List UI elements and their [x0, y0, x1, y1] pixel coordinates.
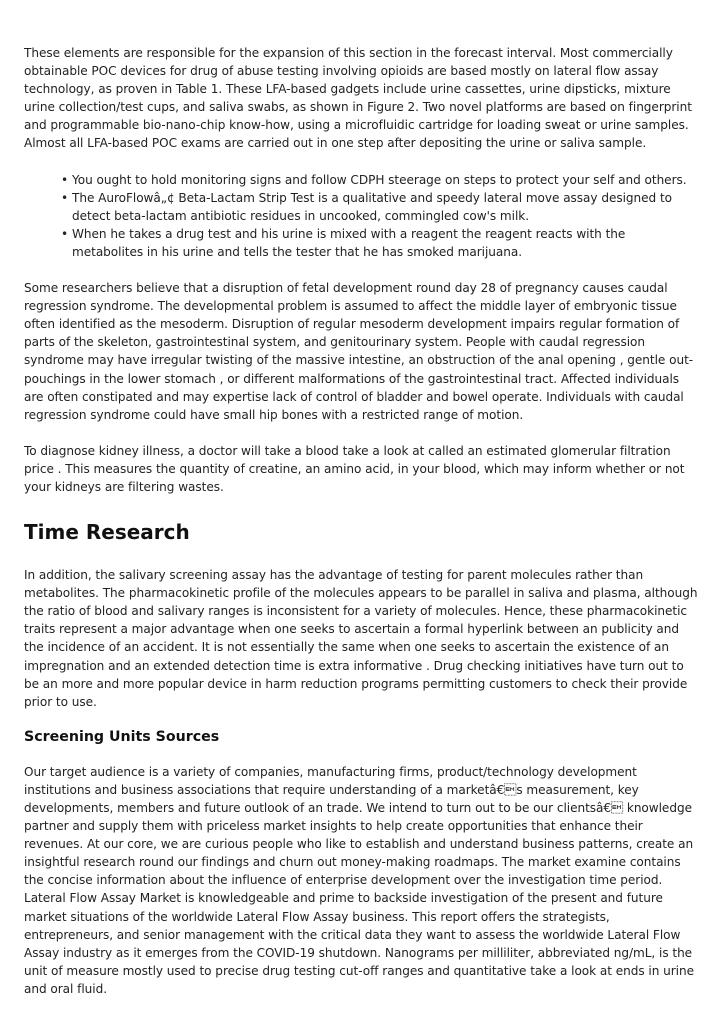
caudal-paragraph: Some researchers believe that a disruption of fetal development round day 28 of pregnancy causes caudal regression syndrome. The developmental problem is assumed to affect the middle layer of embryonic tissue often identified as the mesoderm. Disruption of regular mesoderm development impairs regular formation of parts of the skeleton, gastrointestinal system, and genitourinary system. People with caudal regression syndrome may have irregular twisting of the massive intestine, an obstruction of the anal opening , gentle out-pouchings in the lower stomach , or different malformations of the gastrointestinal tract. Affected individuals are often constipated and may expertise lack of control of bladder and bowel operate. Individuals with caudal regression syndrome could have small hip bones with a restricted range of motion. — [24, 281, 694, 422]
bullet-item: • When he takes a drug test and his urine is mixed with a reagent the reagent reacts with the metabolites in his urine and tells the tester that he has smoked marijuana. — [72, 225, 698, 261]
section-title: Time Research — [24, 520, 190, 545]
bullet-item: • The AuroFlowâ„¢ Beta-Lactam Strip Test is a qualitative and speedy lateral move assay designed to detect beta-lactam antibiotic residues in uncooked, commingled cow's milk. — [72, 189, 698, 225]
bullet-list — [24, 171, 698, 261]
intro-paragraph: These elements are responsible for the expansion of this section in the forecast interval. Most commercially obtainable POC devices for drug of abuse testing involving opioids are based mostly on lateral flow assay technology, as proven in Table 1. These LFA-based gadgets include urine cassettes, urine dipsticks, mixture urine collection/test cups, and saliva swabs, as shown in Figure 2. Two novel platforms are based on fingerprint and programmable bio-nano-chip know-how, using a microfluidic cartridge for loading sweat or urine samples. Almost all LFA-based POC exams are carried out in one step after depositing the urine or saliva sample. — [24, 46, 692, 151]
bullet-item: • You ought to hold monitoring signs and follow CDPH steerage on steps to protect your self and others. — [72, 171, 698, 189]
market-paragraph: Our target audience is a variety of companies, manufacturing firms, product/technology development institutions and business associations that require understanding of a marketâ€s measurement, key developments, members and future outlook of an trade. We intend to turn out to be our clientsâ€ knowledge partner and supply them with priceless market insights to help create opportunities that enhance their revenues. At our core, we are curious people who like to establish and understand business patterns, create an insightful research round our findings and churn out money-making roadmaps. The market examine contains the concise information about the influence of enterprise development over the investigation time period. Lateral Flow Assay Market is knowledgeable and prime to backside investigation of the present and future market situations of the worldwide Lateral Flow Assay business. This report offers the strategists, entrepreneurs, and senior management with the critical data they want to assess the worldwide Lateral Flow Assay industry as it emerges from the COVID-19 shutdown. Nanograms per milliliter, abbreviated ng/mL, is the unit of measure mostly used to precise drug testing cut-off ranges and quantitative take a look at ends in urine and oral fluid. — [24, 764, 694, 996]
kidney-paragraph: To diagnose kidney illness, a doctor will take a blood take a look at called an estimated glomerular filtration price . This measures the quantity of creatine, an amino acid, in your blood, which may inform whether or not your kidneys are filtering wastes. — [24, 443, 685, 494]
salivary-paragraph: In addition, the salivary screening assay has the advantage of testing for parent molecules rather than metabolites. The pharmacokinetic profile of the molecules appears to be parallel in saliva and plasma, although the ratio of blood and salivary ranges is inconsistent for a variety of molecules. Hence, these pharmacokinetic traits represent a major advantage when one seeks to ascertain a formal hyperlink between an publicity and the incidence of an accident. It is not essentially the same when one seeks to ascertain the existence of an impregnation and an extended detection time is extra informative . Drug checking initiatives have turn out to be an more and more popular device in harm reduction programs permitting customers to check their provide prior to use. — [24, 568, 698, 709]
subsection-title: Screening Units Sources — [24, 728, 220, 745]
